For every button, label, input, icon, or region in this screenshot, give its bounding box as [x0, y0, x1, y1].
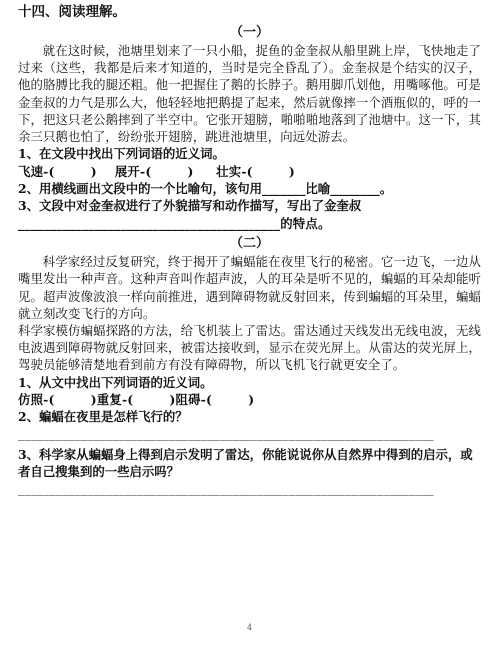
passage-2-question-3-answer-line[interactable]: __________________________________________________________________: [18, 481, 434, 496]
passage-2-question-2: 2、蝙蝠在夜里是怎样飞行的？: [18, 409, 188, 425]
passage-1-question-3: 3、文段中对金奎叔进行了外貌描写和动作描写，写出了金奎叔: [18, 198, 362, 214]
section-heading: 十四、阅读理解。: [18, 4, 126, 20]
passage-1-title: （一）: [229, 25, 269, 40]
passage-2-question-1: 1、从文中找出下列词语的近义词。: [18, 374, 213, 390]
passage-2-text-b: 科学家模仿蝙蝠探路的方法，给飞机装上了雷达。雷达通过天线发出无线电波，无线电波遇到障碍物就反射回来，被雷达接收到，显示在荧光屏上。从雷达的荧光屏上，驾驶员能够清楚地看到前方有没有障碍物，所以飞机飞行就更安全了。: [18, 323, 481, 373]
passage-2-question-2-answer-line[interactable]: __________________________________________________________________: [18, 426, 434, 441]
page-number: 4: [246, 623, 253, 632]
passage-1-question-1-blanks[interactable]: 飞速-( ) 展开-( ) 壮实-( ): [18, 163, 295, 179]
passage-2-text-a: 科学家经过反复研究，终于揭开了蝙蝠能在夜里飞行的秘密。它一边飞，一边从嘴里发出一种声音。这种声音叫作超声波，人的耳朵是听不见的，蝙蝠的耳朵却能听见。超声波像波浪一样向前推进，遇到障碍物就反射回来，传到蝙蝠的耳朵里，蝙蝠就立刻改变飞行的方向。: [18, 254, 481, 321]
passage-1-question-1: 1、在文段中找出下列词语的近义词。: [18, 146, 225, 162]
passage-1-question-3-blank[interactable]: _________________________________________的特点。: [18, 215, 331, 231]
passage-2-question-3: 3、科学家从蝙蝠身上得到启示发明了雷达，你能说说你从自然界中得到的启示，或者自己搜集到的一些启示吗？: [18, 446, 473, 480]
passage-1-question-2: 2、用横线画出文段中的一个比喻句，该句用_______比喻________。: [18, 181, 393, 197]
passage-1-text: 就在这时候，池塘里划来了一只小船，捉鱼的金奎叔从船里跳上岸，飞快地走了过来（这些，我都是后来才知道的，当时是完全昏乱了）。金奎叔是个结实的汉子，他的胳膊比我的腿还粗。他一把握住了鹅的长脖子。鹅用脚爪划他，用嘴啄他。可是金奎叔的力气是那么大，他轻轻地把鹅提了起来，然后就像摔一个酒瓶似的，呼的一下，把这只老公鹅摔到了半空中。它张开翅膀，啪啪啪地落到了池塘中。这一下，其余三只鹅也怕了，纷纷张开翅膀，跳进池塘里，向远处游去。: [18, 43, 481, 145]
passage-2-question-1-blanks[interactable]: 仿照-( )重复-( )阻碍-( ): [18, 392, 255, 408]
passage-2-title: （二）: [229, 236, 269, 252]
